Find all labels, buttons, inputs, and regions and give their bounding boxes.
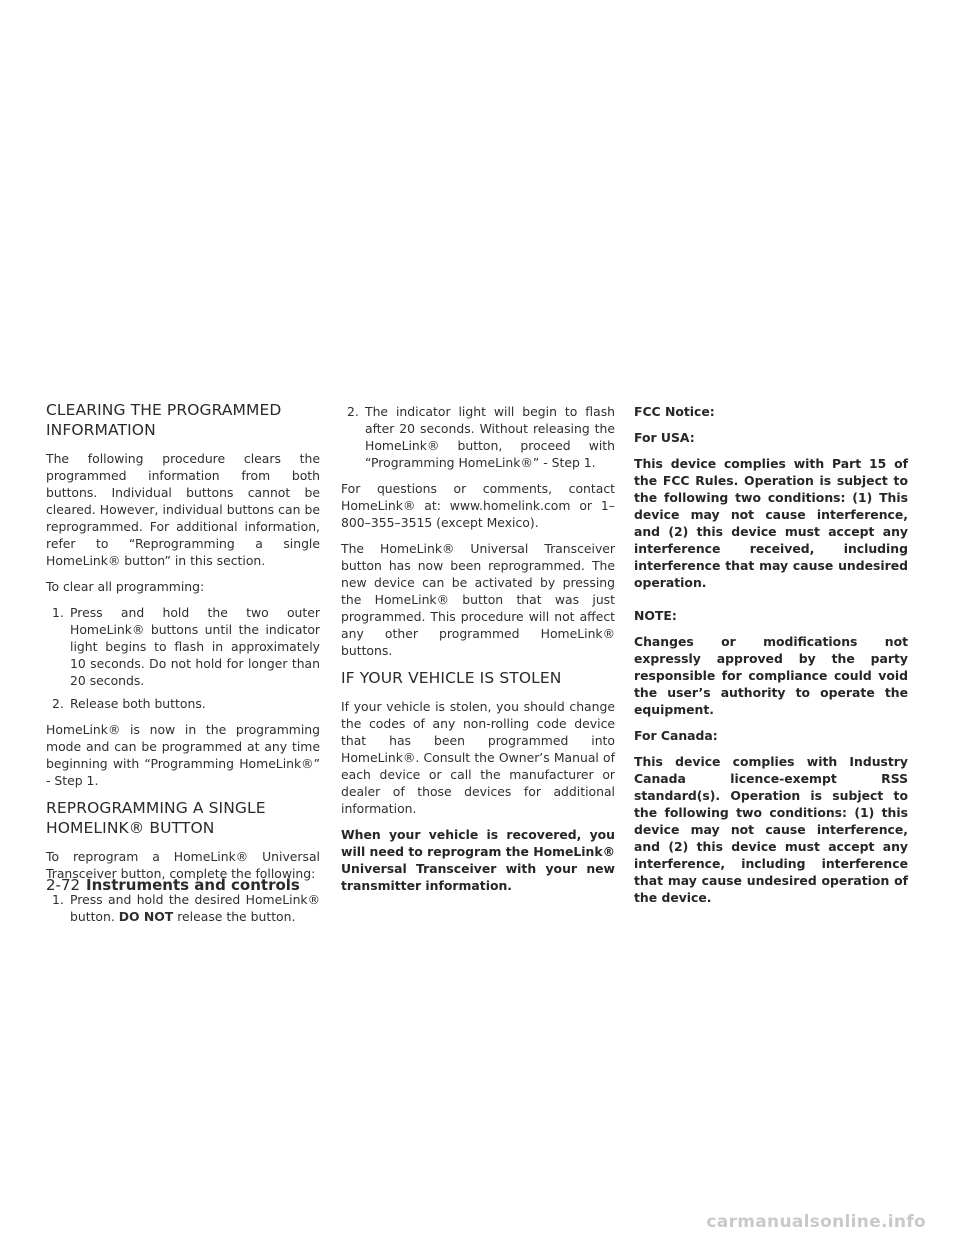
- note-label: NOTE:: [634, 608, 677, 623]
- section-heading-clearing: CLEARING THE PROGRAMMED INFORMATION: [46, 401, 282, 439]
- list-item: 2. Release both buttons.: [52, 696, 206, 711]
- canada-text: This device complies with Industry Canada licence-exempt RSS standard(s). Operation is subject to the following two conditions: (1) this device may not cause interference, and (2) this device must accept any interference, including interference that may cause undesired operation of the device.: [634, 754, 908, 905]
- page-number: 2-72: [46, 876, 81, 894]
- list-item: 1. Press and hold the desired HomeLink® button. DO NOT release the button.: [52, 892, 320, 924]
- steps-list: [46, 891, 320, 925]
- section-title: Instruments and controls: [86, 876, 300, 894]
- usa-label: For USA:: [634, 430, 695, 445]
- fcc-notice-label: FCC Notice:: [634, 404, 715, 419]
- section-heading-stolen: IF YOUR VEHICLE IS STOLEN: [341, 669, 562, 687]
- canada-label: For Canada:: [634, 728, 718, 743]
- paragraph: To clear all programming:: [46, 579, 205, 594]
- paragraph: The following procedure clears the programmed information from both buttons. Individual buttons cannot be cleared. However, individual buttons can be reprogrammed. For additional information, refer to “Reprogramming a single HomeLink® button” in this section.: [46, 451, 320, 568]
- paragraph: The HomeLink® Universal Transceiver button has now been reprogrammed. The new device can be activated by pressing the HomeLink® button that was just programmed. This procedure will not affect any other programmed HomeLink® buttons.: [341, 541, 615, 658]
- note-text: Changes or modifications not expressly approved by the party responsible for compliance could void the user’s authority to operate the equipment.: [634, 634, 908, 717]
- steps-list: [46, 604, 320, 712]
- paragraph: If your vehicle is stolen, you should change the codes of any non-rolling code device that has been programmed into HomeLink®. Consult the Owner’s Manual of each device or call the manufacturer or dealer of those devices for additional information.: [341, 699, 615, 816]
- section-heading-reprogramming: REPROGRAMMING A SINGLE HOMELINK® BUTTON: [46, 799, 266, 837]
- steps-list: [341, 403, 615, 471]
- left-column: [46, 400, 320, 934]
- paragraph: To reprogram a HomeLink® Universal Transceiver button, complete the following:: [46, 849, 320, 881]
- list-item: 1. Press and hold the two outer HomeLink® buttons until the indicator light begins to flash in approximately 10 seconds. Do not hold for longer than 20 seconds.: [52, 605, 320, 688]
- page-footer: [46, 876, 300, 894]
- list-item: 2. The indicator light will begin to flash after 20 seconds. Without releasing the HomeLink® button, proceed with “Programming HomeLink®” - Step 1.: [347, 404, 615, 470]
- right-column: [634, 403, 908, 915]
- paragraph: HomeLink® is now in the programming mode and can be programmed at any time beginning with “Programming HomeLink®” - Step 1.: [46, 722, 320, 788]
- paragraph: For questions or comments, contact HomeLink® at: www.homelink.com or 1–800–355–3515 (except Mexico).: [341, 481, 615, 530]
- middle-column: [341, 403, 615, 903]
- usa-text: This device complies with Part 15 of the FCC Rules. Operation is subject to the following two conditions: (1) This device may not cause interference, and (2) this device must accept any interference received, including interference that may cause undesired operation.: [634, 456, 908, 590]
- paragraph-bold: When your vehicle is recovered, you will need to reprogram the HomeLink® Universal Transceiver with your new transmitter information.: [341, 827, 615, 893]
- watermark: carmanualsonline.info: [706, 1212, 926, 1232]
